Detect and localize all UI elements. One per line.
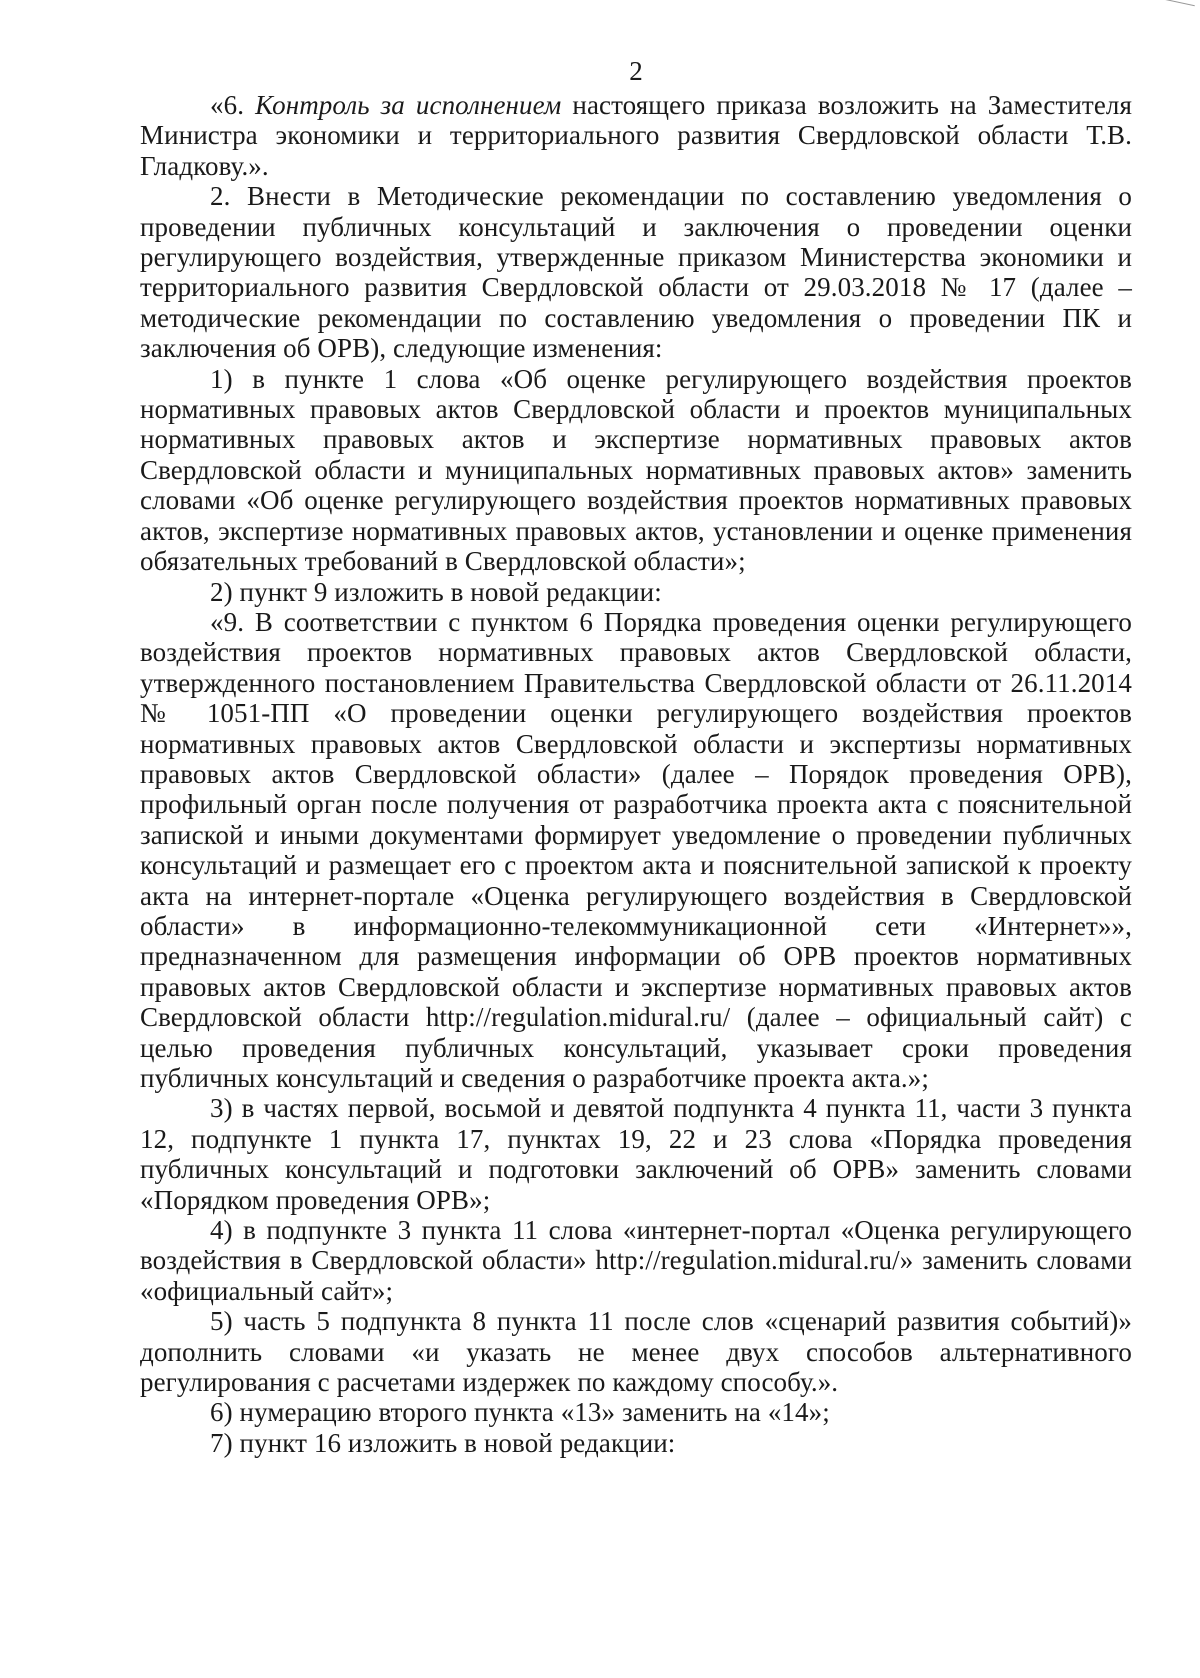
paragraph-point-9: «9. В соответствии с пунктом 6 Порядка проведения оценки регулирующего воздействия проектов нормативных правовых актов Свердловской области, утвержденного постановлением Правительства Свердловской области от 26.11.2014 № 1051-ПП «О проведении оценки регулирующего воздействия проектов нормативных правовых актов Свердловской области и экспертизы нормативных правовых актов Свердловской области» (далее – Порядок проведения ОРВ), профильный орган после получения от разработчика проекта акта с пояснительной запиской и иными документами формирует уведомление о проведении публичных консультаций и размещает его с проектом акта и пояснительной запиской к проекту акта на интернет-портале «Оценка регулирующего воздействия в Свердловской области» в информационно-телекоммуникационной сети «Интернет»», предназначенном для размещения информации об ОРВ проектов нормативных правовых актов Свердловской области и экспертизе нормативных правовых актов Свердловской области http://regulation.midural.ru/ (далее – официальный сайт) с целью проведения публичных консультаций, указывает сроки проведения публичных консультаций и сведения о разработчике проекта акта.»; xyxy=(140,606,1132,1093)
paragraph-subitem-3: 3) в частях первой, восьмой и девятой подпункта 4 пункта 11, части 3 пункта 12, подпункте 1 пункта 17, пунктах 19, 22 и 23 слова «Порядка проведения публичных консультаций и подготовки заключений об ОРВ» заменить словами «Порядком проведения ОРВ»; xyxy=(140,1093,1132,1215)
paragraph-control-lead: «6. xyxy=(210,90,256,120)
paragraph-subitem-6: 6) нумерацию второго пункта «13» заменить на «14»; xyxy=(210,1397,830,1428)
paragraph-control-italic: Контроль за исполнением xyxy=(255,90,562,120)
paragraph-subitem-7: 7) пункт 16 изложить в новой редакции: xyxy=(210,1427,676,1458)
paragraph-control xyxy=(140,90,1132,181)
paragraph-subitem-5: 5) часть 5 подпункта 8 пункта 11 после слов «сценарий развития событий)» дополнить словами «и указать не менее двух способов альтернативного регулирования с расчетами издержек по каждому способу.». xyxy=(140,1306,1132,1398)
paragraph-subitem-4: 4) в подпункте 3 пункта 11 слова «интернет-портал «Оценка регулирующего воздействия в Свердловской области» http://regulation.midural.ru/» заменить словами «официальный сайт»; xyxy=(140,1215,1132,1306)
document-body xyxy=(140,90,1132,1458)
paragraph-subitem-1: 1) в пункте 1 слова «Об оценке регулирующего воздействия проектов нормативных правовых актов Свердловской области и проектов муниципальных нормативных правовых актов и экспертизе нормативных правовых актов Свердловской области и муниципальных нормативных правовых актов» заменить словами «Об оценке регулирующего воздействия проектов нормативных правовых актов, экспертизе нормативных правовых актов, установлении и оценке применения обязательных требований в Свердловской области»; xyxy=(140,363,1132,577)
scan-artifact xyxy=(1163,0,1195,16)
paragraph-control-rest: настоящего приказа возложить на Заместителя Министра экономики и территориального развития Свердловской области Т.В. Гладкову.». xyxy=(140,90,1132,181)
paragraph-subitem-2: 2) пункт 9 изложить в новой редакции: xyxy=(210,576,662,607)
paragraph-item-2: 2. Внести в Методические рекомендации по составлению уведомления о проведении публичных консультаций и заключения о проведении оценки регулирующего воздействия, утвержденные приказом Министерства экономики и территориального развития Свердловской области от 29.03.2018 № 17 (далее – методические рекомендации по составлению уведомления о проведении ПК и заключения об ОРВ), следующие изменения: xyxy=(140,181,1132,364)
page-number: 2 xyxy=(629,56,643,86)
